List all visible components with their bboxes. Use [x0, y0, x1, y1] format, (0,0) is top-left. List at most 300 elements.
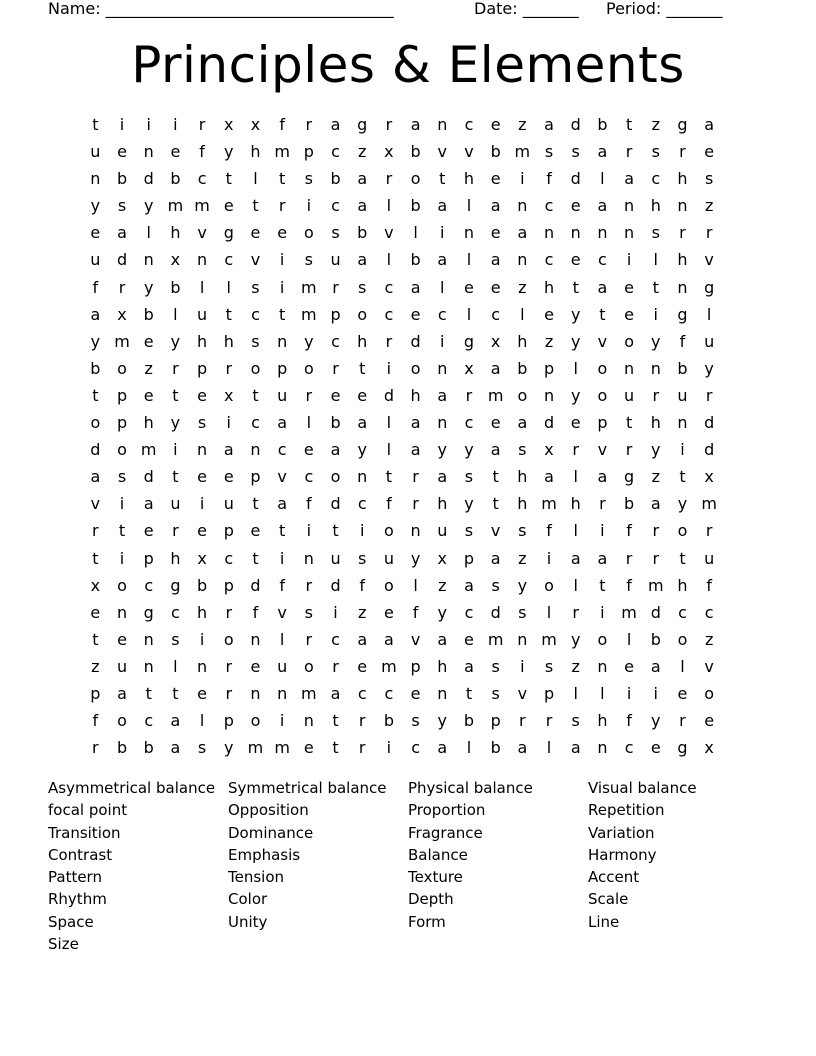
- grid-letter: r: [705, 385, 713, 405]
- word-list-item: Proportion: [408, 801, 486, 820]
- grid-letter: e: [490, 413, 501, 433]
- grid-letter: t: [92, 115, 99, 134]
- grid-letter: o: [384, 575, 394, 595]
- grid-letter: b: [330, 413, 341, 433]
- grid-letter: o: [117, 440, 127, 460]
- grid-letter: n: [250, 629, 261, 649]
- grid-letter: s: [197, 413, 207, 433]
- grid-letter: c: [384, 277, 394, 297]
- grid-letter: g: [357, 115, 368, 134]
- header-row: [0, 0, 816, 21]
- grid-letter: o: [597, 629, 608, 649]
- grid-letter: h: [517, 331, 528, 351]
- grid-letter: o: [517, 385, 528, 405]
- grid-letter: l: [413, 575, 418, 595]
- grid-letter: l: [573, 683, 578, 703]
- grid-letter: a: [597, 467, 608, 487]
- grid-letter: i: [279, 548, 285, 568]
- grid-letter: r: [305, 575, 313, 595]
- grid-letter: o: [303, 358, 314, 378]
- grid-letter: e: [624, 277, 635, 297]
- grid-letter: a: [357, 413, 368, 433]
- word-list-item: Opposition: [228, 801, 309, 820]
- grid-letter: v: [704, 656, 714, 676]
- grid-letter: a: [570, 738, 581, 758]
- word-list-item: Symmetrical balance: [228, 779, 387, 797]
- grid-letter: m: [301, 304, 317, 324]
- grid-letter: h: [570, 494, 581, 514]
- grid-letter: i: [600, 602, 605, 622]
- grid-letter: m: [487, 385, 504, 405]
- grid-letter: e: [490, 169, 501, 189]
- grid-letter: a: [650, 494, 661, 514]
- grid-letter: n: [597, 656, 608, 676]
- grid-letter: e: [90, 223, 101, 243]
- grid-letter: f: [252, 602, 259, 622]
- grid-letter: h: [437, 494, 448, 514]
- word-list-item: Balance: [408, 845, 468, 864]
- grid-letter: i: [173, 115, 178, 134]
- grid-letter: i: [440, 223, 445, 243]
- grid-letter: c: [544, 250, 554, 270]
- grid-letter: r: [172, 521, 179, 541]
- grid-letter: t: [225, 169, 232, 189]
- grid-letter: n: [116, 602, 128, 622]
- grid-letter: h: [170, 223, 181, 243]
- grid-letter: c: [304, 467, 314, 487]
- grid-letter: b: [383, 711, 394, 731]
- grid-letter: a: [357, 250, 368, 270]
- grid-letter: e: [250, 521, 261, 541]
- grid-letter: y: [437, 711, 448, 731]
- grid-letter: r: [572, 602, 579, 622]
- grid-letter: t: [225, 304, 232, 324]
- grid-letter: t: [92, 548, 99, 568]
- word-list-item: Visual balance: [588, 779, 697, 797]
- grid-letter: h: [410, 385, 421, 405]
- word-list-item: Depth: [408, 890, 454, 909]
- grid-letter: a: [90, 304, 101, 324]
- grid-letter: z: [518, 548, 527, 568]
- grid-letter: d: [330, 494, 341, 514]
- grid-letter: p: [597, 413, 608, 433]
- grid-letter: x: [90, 575, 101, 595]
- grid-letter: y: [90, 331, 101, 351]
- grid-letter: v: [490, 521, 501, 541]
- grid-letter: s: [251, 331, 260, 351]
- grid-letter: r: [358, 738, 366, 758]
- grid-letter: g: [624, 467, 635, 487]
- grid-letter: o: [677, 521, 688, 541]
- grid-letter: n: [624, 223, 635, 243]
- grid-letter: o: [384, 521, 394, 541]
- grid-letter: c: [357, 683, 367, 703]
- grid-letter: c: [224, 250, 234, 270]
- grid-letter: a: [437, 629, 448, 649]
- grid-letter: a: [117, 683, 127, 703]
- grid-letter: p: [490, 711, 501, 731]
- grid-letter: y: [143, 277, 154, 297]
- grid-letter: l: [573, 575, 578, 595]
- grid-letter: c: [251, 413, 260, 433]
- grid-letter: h: [143, 413, 154, 433]
- grid-letter: x: [170, 250, 181, 270]
- word-list-item: Dominance: [228, 823, 314, 842]
- grid-letter: y: [437, 602, 448, 622]
- grid-letter: m: [274, 142, 290, 162]
- grid-letter: y: [224, 738, 234, 758]
- grid-letter: f: [626, 575, 632, 595]
- grid-letter: g: [463, 331, 475, 351]
- grid-letter: l: [626, 629, 632, 649]
- grid-letter: g: [223, 223, 234, 243]
- grid-letter: e: [330, 385, 341, 405]
- word-list-item: Scale: [588, 890, 629, 909]
- grid-letter: n: [250, 683, 261, 703]
- grid-letter: t: [652, 277, 659, 297]
- grid-letter: s: [704, 169, 714, 189]
- grid-letter: o: [117, 575, 127, 595]
- grid-letter: n: [543, 223, 555, 243]
- grid-letter: c: [437, 304, 447, 324]
- grid-letter: a: [277, 413, 288, 433]
- grid-letter: g: [677, 304, 688, 324]
- grid-letter: v: [277, 467, 287, 487]
- grid-letter: s: [651, 142, 660, 162]
- grid-letter: r: [118, 277, 126, 297]
- grid-letter: d: [330, 575, 341, 595]
- grid-letter: s: [651, 223, 660, 243]
- grid-letter: p: [90, 683, 101, 703]
- word-list-item: Size: [48, 935, 79, 954]
- grid-letter: o: [330, 467, 341, 487]
- grid-letter: e: [570, 413, 581, 433]
- word-list-item: Physical balance: [408, 779, 533, 797]
- grid-letter: r: [305, 629, 313, 649]
- grid-letter: t: [118, 521, 126, 541]
- grid-letter: d: [250, 575, 261, 595]
- grid-letter: e: [90, 602, 101, 622]
- grid-letter: x: [384, 142, 394, 162]
- grid-letter: e: [197, 683, 208, 703]
- grid-letter: n: [90, 169, 101, 189]
- word-search-grid: [82, 111, 723, 761]
- grid-letter: v: [597, 440, 608, 460]
- grid-letter: d: [570, 169, 581, 189]
- grid-letter: y: [570, 629, 581, 649]
- grid-letter: f: [546, 169, 552, 189]
- grid-letter: c: [651, 169, 661, 189]
- grid-letter: t: [279, 169, 286, 189]
- grid-letter: b: [490, 142, 501, 162]
- grid-letter: a: [490, 548, 501, 568]
- grid-letter: r: [652, 385, 660, 405]
- grid-letter: i: [680, 440, 685, 460]
- grid-letter: u: [223, 494, 234, 514]
- word-list-item: Space: [48, 912, 94, 931]
- grid-letter: y: [651, 711, 661, 731]
- grid-letter: b: [90, 358, 101, 378]
- grid-letter: a: [437, 385, 448, 405]
- word-list-item: Harmony: [588, 845, 657, 864]
- grid-letter: l: [600, 169, 605, 189]
- grid-letter: h: [463, 169, 475, 189]
- grid-letter: t: [679, 467, 686, 487]
- grid-letter: l: [199, 711, 205, 731]
- grid-letter: y: [437, 440, 448, 460]
- grid-letter: e: [570, 250, 581, 270]
- period-field-label: Period: _______: [606, 0, 723, 18]
- grid-letter: l: [546, 602, 552, 622]
- grid-letter: a: [490, 358, 501, 378]
- grid-letter: z: [704, 629, 714, 649]
- grid-letter: e: [250, 656, 261, 676]
- grid-letter: z: [91, 656, 100, 676]
- name-field-label: Name: ____________________________________: [48, 0, 394, 18]
- grid-letter: m: [247, 738, 264, 758]
- grid-letter: u: [170, 494, 181, 514]
- grid-letter: m: [701, 494, 717, 514]
- grid-letter: a: [490, 196, 501, 216]
- grid-letter: y: [651, 440, 661, 460]
- grid-letter: i: [626, 683, 632, 703]
- grid-letter: z: [704, 196, 714, 216]
- grid-letter: a: [437, 738, 448, 758]
- grid-letter: r: [679, 711, 686, 731]
- grid-letter: s: [464, 467, 474, 487]
- grid-letter: l: [386, 250, 392, 270]
- grid-letter: b: [143, 738, 154, 758]
- grid-letter: p: [116, 413, 128, 433]
- grid-letter: r: [225, 656, 233, 676]
- grid-letter: e: [197, 521, 208, 541]
- grid-letter: i: [306, 196, 312, 216]
- word-list: [48, 777, 768, 955]
- grid-letter: c: [464, 602, 474, 622]
- grid-letter: o: [410, 169, 421, 189]
- grid-letter: x: [464, 358, 474, 378]
- grid-letter: p: [223, 711, 234, 731]
- grid-letter: e: [677, 683, 688, 703]
- grid-letter: n: [677, 196, 688, 216]
- grid-letter: e: [410, 304, 421, 324]
- grid-letter: t: [332, 521, 339, 541]
- grid-letter: i: [119, 115, 125, 134]
- grid-letter: t: [492, 494, 499, 514]
- grid-letter: o: [90, 413, 101, 433]
- grid-letter: u: [116, 656, 128, 676]
- grid-letter: l: [173, 656, 178, 676]
- grid-letter: c: [277, 440, 287, 460]
- grid-letter: a: [90, 467, 101, 487]
- grid-letter: n: [437, 413, 448, 433]
- grid-letter: e: [570, 196, 581, 216]
- grid-letter: m: [194, 196, 210, 216]
- word-list-item: Emphasis: [228, 845, 301, 864]
- grid-letter: s: [331, 223, 340, 243]
- grid-letter: s: [518, 521, 527, 541]
- grid-letter: b: [357, 223, 368, 243]
- grid-letter: o: [624, 331, 634, 351]
- grid-letter: b: [650, 629, 661, 649]
- grid-letter: c: [598, 250, 607, 270]
- grid-letter: y: [570, 331, 581, 351]
- grid-letter: n: [197, 250, 208, 270]
- grid-letter: s: [491, 575, 500, 595]
- grid-letter: r: [519, 711, 526, 731]
- grid-letter: x: [197, 548, 207, 568]
- grid-letter: a: [437, 196, 448, 216]
- word-list-item: Color: [228, 890, 268, 909]
- grid-letter: n: [197, 440, 208, 460]
- grid-letter: s: [304, 602, 314, 622]
- grid-letter: f: [199, 142, 205, 162]
- grid-letter: n: [277, 683, 288, 703]
- grid-letter: p: [143, 548, 154, 568]
- grid-letter: m: [167, 196, 184, 216]
- grid-letter: s: [544, 656, 554, 676]
- grid-letter: b: [517, 358, 528, 378]
- grid-letter: l: [146, 223, 151, 243]
- grid-letter: d: [704, 440, 715, 460]
- grid-letter: o: [357, 304, 368, 324]
- grid-letter: e: [197, 385, 208, 405]
- grid-letter: r: [225, 602, 233, 622]
- grid-letter: r: [385, 331, 393, 351]
- grid-letter: e: [410, 683, 421, 703]
- word-list-item: Texture: [408, 868, 463, 887]
- grid-letter: p: [223, 521, 234, 541]
- grid-letter: l: [573, 467, 578, 487]
- grid-letter: v: [277, 602, 287, 622]
- grid-letter: d: [116, 250, 128, 270]
- grid-letter: f: [279, 575, 285, 595]
- grid-letter: a: [357, 629, 368, 649]
- grid-letter: u: [383, 548, 394, 568]
- grid-letter: e: [117, 629, 127, 649]
- grid-letter: y: [304, 331, 314, 351]
- grid-letter: r: [679, 142, 686, 162]
- grid-letter: b: [490, 738, 501, 758]
- grid-letter: z: [518, 115, 527, 134]
- grid-letter: i: [546, 548, 552, 568]
- grid-letter: m: [487, 629, 504, 649]
- grid-letter: o: [704, 683, 715, 703]
- grid-letter: x: [704, 738, 714, 758]
- grid-letter: c: [384, 304, 394, 324]
- grid-letter: l: [466, 196, 472, 216]
- grid-letter: b: [410, 250, 421, 270]
- grid-letter: v: [704, 250, 714, 270]
- grid-letter: a: [490, 440, 501, 460]
- grid-letter: n: [517, 250, 528, 270]
- grid-letter: a: [517, 413, 528, 433]
- grid-letter: f: [359, 575, 366, 595]
- grid-letter: t: [465, 683, 473, 703]
- grid-letter: e: [223, 467, 234, 487]
- grid-letter: u: [704, 331, 715, 351]
- grid-letter: i: [173, 440, 178, 460]
- grid-letter: p: [330, 304, 341, 324]
- page-title: Principles & Elements: [131, 36, 685, 94]
- grid-letter: m: [274, 738, 290, 758]
- grid-letter: c: [171, 602, 180, 622]
- grid-letter: h: [197, 331, 208, 351]
- grid-letter: r: [625, 142, 633, 162]
- grid-letter: r: [599, 494, 606, 514]
- grid-letter: e: [490, 223, 501, 243]
- grid-letter: d: [490, 602, 501, 622]
- grid-letter: m: [140, 440, 157, 460]
- grid-letter: s: [197, 738, 207, 758]
- grid-letter: p: [303, 142, 314, 162]
- grid-letter: t: [252, 494, 259, 514]
- grid-letter: a: [464, 656, 474, 676]
- grid-letter: e: [143, 331, 154, 351]
- grid-letter: f: [412, 602, 419, 622]
- grid-letter: a: [437, 467, 448, 487]
- grid-letter: n: [437, 115, 448, 134]
- grid-letter: l: [706, 304, 712, 324]
- grid-letter: x: [437, 548, 448, 568]
- grid-letter: i: [199, 494, 205, 514]
- grid-letter: c: [144, 575, 154, 595]
- grid-letter: i: [119, 494, 125, 514]
- grid-letter: t: [599, 575, 606, 595]
- grid-letter: t: [279, 304, 286, 324]
- grid-letter: v: [384, 223, 394, 243]
- grid-letter: c: [331, 331, 340, 351]
- grid-letter: y: [357, 440, 367, 460]
- grid-letter: i: [653, 304, 658, 324]
- grid-letter: e: [704, 711, 715, 731]
- grid-letter: a: [544, 467, 554, 487]
- grid-letter: o: [410, 358, 421, 378]
- grid-letter: z: [358, 602, 367, 622]
- grid-letter: t: [172, 385, 179, 405]
- grid-letter: o: [250, 711, 261, 731]
- grid-letter: o: [117, 711, 127, 731]
- grid-letter: p: [116, 385, 128, 405]
- grid-letter: a: [570, 548, 581, 568]
- grid-letter: c: [197, 169, 207, 189]
- grid-letter: n: [303, 711, 314, 731]
- grid-letter: p: [277, 358, 288, 378]
- grid-letter: r: [358, 711, 366, 731]
- grid-letter: a: [597, 196, 608, 216]
- grid-letter: a: [223, 440, 234, 460]
- grid-letter: x: [224, 385, 234, 405]
- grid-letter: a: [357, 169, 368, 189]
- grid-letter: r: [465, 385, 473, 405]
- grid-letter: n: [357, 467, 368, 487]
- word-list-item: Transition: [48, 823, 121, 842]
- grid-letter: l: [386, 413, 392, 433]
- grid-letter: y: [704, 358, 714, 378]
- grid-letter: s: [411, 711, 420, 731]
- grid-letter: i: [600, 521, 605, 541]
- grid-letter: d: [704, 413, 715, 433]
- grid-letter: a: [704, 115, 715, 134]
- grid-letter: n: [410, 521, 421, 541]
- grid-letter: z: [651, 115, 660, 134]
- grid-letter: a: [330, 440, 341, 460]
- grid-letter: z: [438, 575, 447, 595]
- grid-letter: b: [197, 575, 208, 595]
- grid-letter: d: [90, 440, 101, 460]
- grid-letter: r: [412, 494, 419, 514]
- grid-letter: z: [571, 656, 580, 676]
